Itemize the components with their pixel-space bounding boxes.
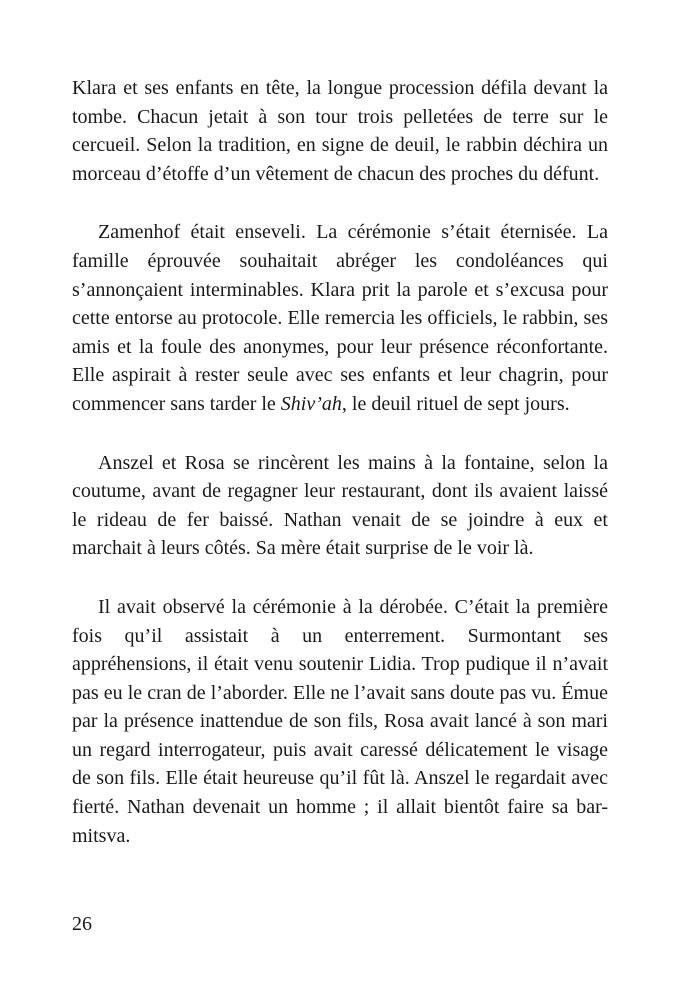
paragraph-2-text-before: Zamenhof était enseveli. La cérémonie s’était éternisée. La famille éprouvée souhaitait abréger les condoléances qui s’annonçaient interminables. Klara prit la parole et s’excusa pour cette entorse au protocole. Elle remercia les officiels, le rabbin, ses amis et la foule des anonymes, pour leur présence réconfortante. Elle aspirait à rester seule avec ses enfants et leur chagrin, pour commencer sans tarder le <box>72 221 608 415</box>
paragraph-4: Il avait observé la cérémonie à la dérobée. C’était la première fois qu’il assistait à un enterrement. Surmontant ses appréhensions, il était venu soutenir Lidia. Trop pudique il n’avait pas eu le cran de l’aborder. Elle ne l’avait sans doute pas vu. Émue par la présence inattendue de son fils, Rosa avait lancé à son mari un regard interrogateur, puis avait caressé délicatement le visage de son fils. Elle était heureuse qu’il fût là. Anszel le regardait avec fierté. Nathan devenait un homme ; il allait bientôt faire sa bar-mitsva. <box>72 595 608 847</box>
page-number: 26 <box>72 913 92 935</box>
paragraph-2 <box>72 218 608 418</box>
paragraph-1: Klara et ses enfants en tête, la longue procession défila devant la tombe. Chacun jetait à son tour trois pelletées de terre sur le cercueil. Selon la tradition, en signe de deuil, le rabbin déchira un morceau d’étoffe d’un vêtement de chacun des proches du défunt. <box>72 77 608 185</box>
paragraph-3: Anszel et Rosa se rincèrent les mains à la fontaine, selon la coutume, avant de regagner leur restaurant, dont ils avaient laissé le rideau de fer baissé. Nathan venait de se joindre à eux et marchait à leurs côtés. Sa mère était surprise de le voir là. <box>72 451 608 560</box>
page-body <box>72 74 608 880</box>
paragraph-2-text-after: , le deuil rituel de sept jours. <box>341 392 570 415</box>
italic-term: Shiv’ah <box>280 392 342 415</box>
